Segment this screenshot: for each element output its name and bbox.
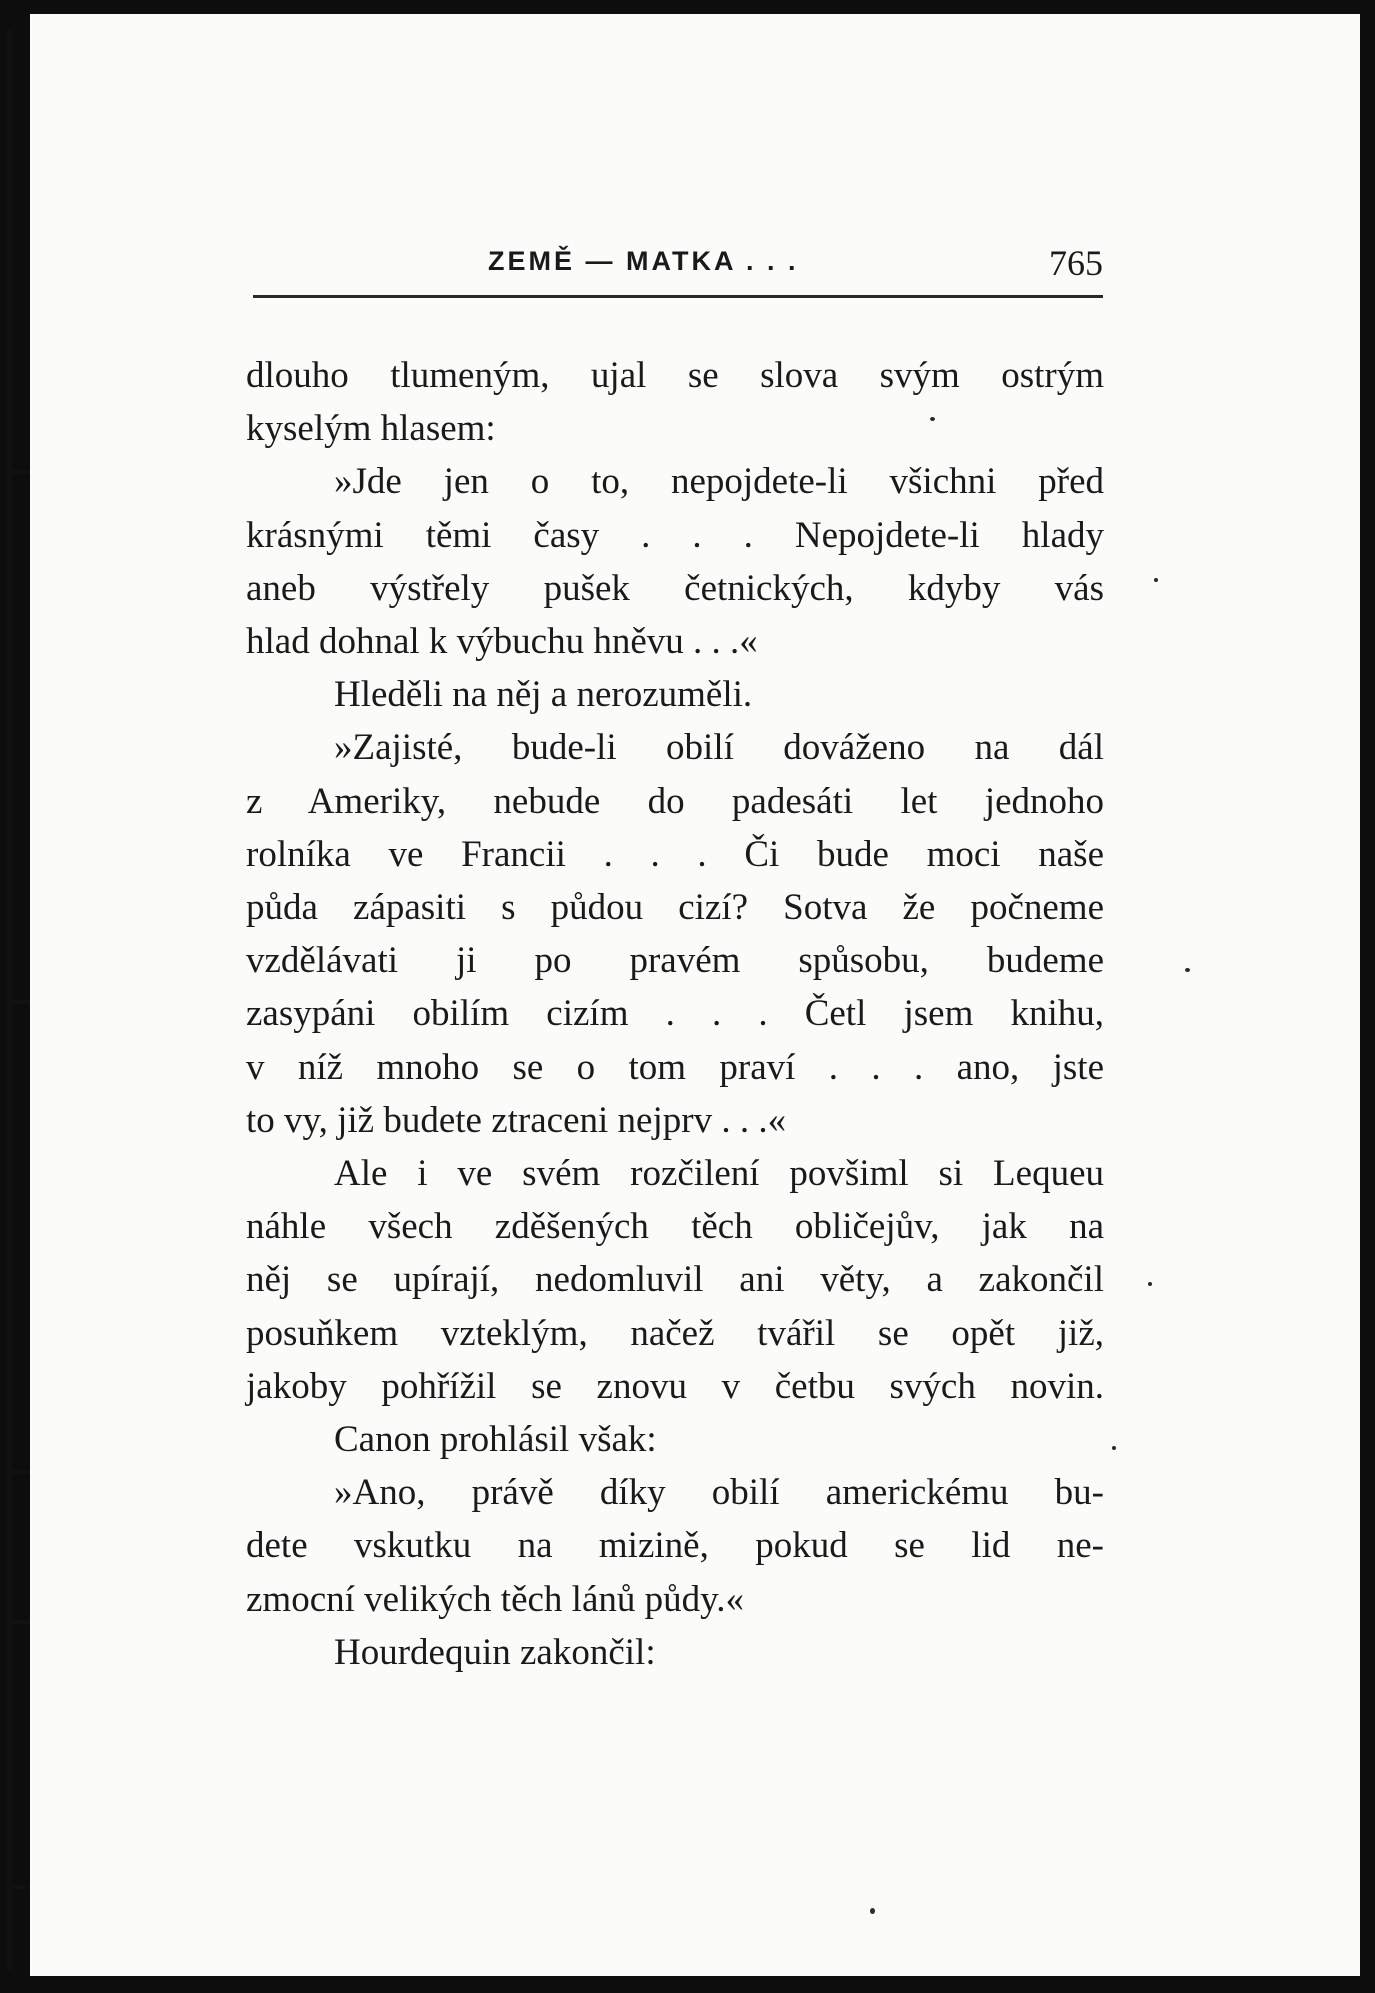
text-line: hlad dohnal k výbuchu hněvu . . .«	[246, 621, 758, 663]
text-line: rolníka ve Francii . . . Či bude moci naše	[246, 833, 1104, 875]
ink-speck	[870, 1908, 875, 1914]
text-line: Hleděli na něj a nerozuměli.	[334, 674, 753, 716]
text-line: dete vskutku na mizině, pokud se lid ne-	[246, 1525, 1104, 1567]
text-line: vzdělávati ji po pravém spůsobu, budeme	[246, 940, 1104, 982]
text-line: náhle všech zděšených těch obličejův, jak na	[246, 1206, 1104, 1248]
binding-mark	[6, 1000, 32, 1004]
text-line: dlouho tlumeným, ujal se slova svým ostrým	[246, 355, 1104, 396]
text-line: »Ano, právě díky obilí americkému bu-	[334, 1472, 1104, 1514]
binding-edge	[6, 30, 12, 1970]
text-line: »Jde jen o to, nepojdete-li všichni před	[334, 461, 1104, 503]
header-rule	[253, 295, 1103, 298]
binding-mark	[6, 1620, 32, 1624]
text-line: krásnými těmi časy . . . Nepojdete-li hlady	[246, 514, 1104, 556]
page-number: 765	[1049, 243, 1103, 283]
text-line: půda zápasiti s půdou cizí? Sotva že počneme	[246, 887, 1104, 929]
text-line: v níž mnoho se o tom praví . . . ano, jste	[246, 1046, 1104, 1088]
text-line: něj se upírají, nedomluvil ani věty, a zakončil	[246, 1259, 1104, 1301]
text-line: »Zajisté, bude-li obilí dováženo na dál	[334, 727, 1104, 769]
text-line: Canon prohlásil však:	[334, 1419, 657, 1461]
text-line: Ale i ve svém rozčilení povšiml si Lequeu	[334, 1153, 1104, 1195]
running-title: ZEMĚ — MATKA . . .	[488, 246, 799, 276]
text-line: z Ameriky, nebude do padesáti let jednoho	[246, 780, 1104, 822]
binding-mark	[6, 1885, 32, 1889]
text-line: jakoby pohřížil se znovu v četbu svých novin.	[246, 1365, 1104, 1407]
page-header	[253, 242, 1103, 290]
text-line: zmocní velikých těch lánů půdy.«	[246, 1578, 744, 1620]
body-text	[246, 349, 1104, 1679]
text-line: Hourdequin zakončil:	[334, 1631, 656, 1673]
text-line: zasypáni obilím cizím . . . Četl jsem knihu,	[246, 993, 1104, 1035]
text-line: posuňkem vzteklým, načež tvářil se opět již,	[246, 1312, 1104, 1354]
text-line: kyselým hlasem:	[246, 408, 496, 450]
ink-speck	[1154, 578, 1158, 582]
ink-speck	[1185, 968, 1190, 972]
ink-speck	[1112, 1446, 1116, 1450]
text-line: to vy, již budete ztraceni nejprv . . .«	[246, 1099, 787, 1141]
ink-speck	[1148, 1282, 1152, 1286]
ink-speck	[930, 417, 935, 421]
binding-mark	[6, 470, 32, 474]
text-line: aneb výstřely pušek četnických, kdyby vás	[246, 567, 1104, 609]
binding-mark	[6, 1470, 32, 1474]
